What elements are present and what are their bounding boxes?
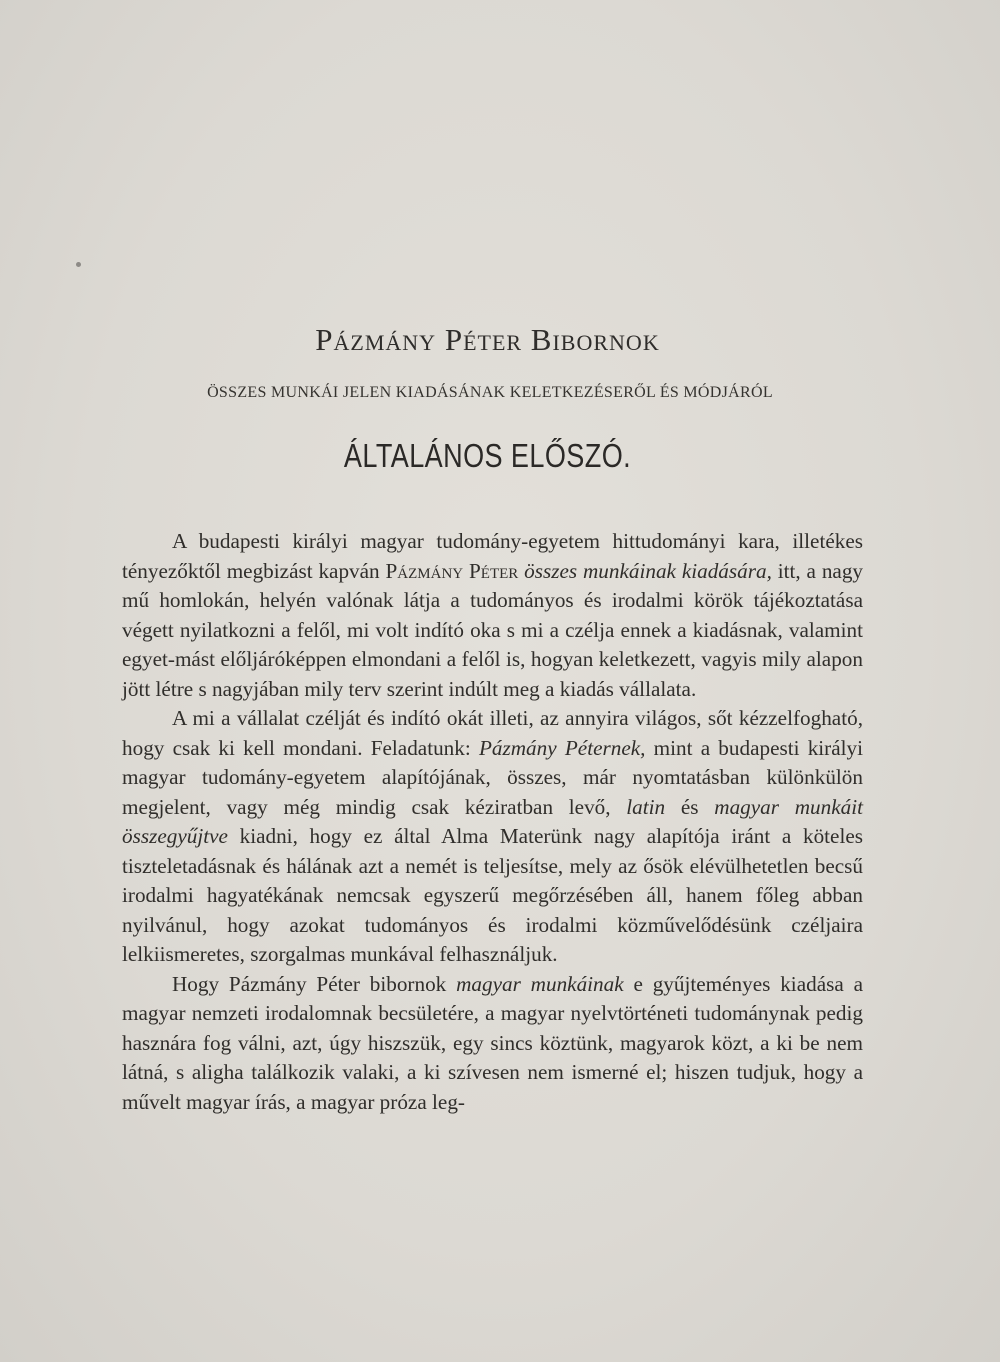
small-caps-run: Pázmány Péter — [385, 558, 519, 583]
text-run: itt, a nagy mű homlokán, helyén valónak látja a tudományos és irodalmi körök tájékoztatása végett nyilatkozni a felől, mi volt indító oka s mi a czélja ennek a kiadásnak, valamint egyet-mást előljáróképpen elmondani a felől is, hogyan keletkezett, vagyis mily alapon jött létre s nagyjában mily terv szerint indúlt meg a kiadás vállalata. — [122, 558, 864, 701]
paragraph-2 — [122, 704, 863, 970]
italic-run: magyar munkáit összegyűjtve — [122, 794, 863, 848]
section-heading: ÁLTALÁNOS ELŐSZÓ. — [343, 437, 632, 474]
paper-speck — [76, 262, 81, 267]
page-title — [0, 322, 975, 358]
page-subtitle: ÖSSZES MUNKÁI JELEN KIADÁSÁNAK KELETKEZÉSERŐL ÉS MÓDJÁRÓL — [207, 384, 773, 401]
italic-run: magyar munkáinak — [456, 971, 624, 996]
text-run: mint a budapesti királyi magyar tudomány-egyetem alapítójának, összes, már nyomtatásban különkülön megjelent, vagy még mindig csak kéziratban levő, — [122, 735, 864, 819]
text-run: A mi a vállalat czélját és indító okát illeti, az annyira világos, sőt kézzelfogható, hogy csak ki kell mondani. Feladatunk: — [122, 706, 863, 760]
text-run: A budapesti királyi magyar tudomány-egyetem hittudományi kara, illetékes tényezőktől megbizást kapván — [122, 529, 863, 583]
paragraph-3 — [122, 970, 863, 1118]
text-run: kiadni, hogy ez által Alma Materünk nagy alapítója iránt a köteles tiszteletadásnak és hálának azt a nemét is teljesítse, mely az ősök elévülhetetlen becsű irodalmi hagyatékának nemcsak egyszerű megőrzésében áll, hanem főleg abban nyilvánul, hogy azokat tudományos és irodalmi közművelődésünk czéljaira lelkiismeretes, szorgalmas munkával felhasználjuk. — [122, 824, 863, 966]
italic-run: összes munkáinak kiadására, — [524, 558, 772, 583]
body-text — [122, 527, 863, 1117]
text-run: e gyűjteményes kiadása a magyar nemzeti irodalomnak becsületére, a magyar nyelvtörténeti tudománynak pedig hasznára fog válni, azt, úgy hiszszük, egy sincs köztünk, magyarok közt, a ki be nem látná, s aligha találkozik valaki, a ki szívesen nem ismerné el; hiszen tudjuk, hogy a művelt magyar írás, a magyar próza leg- — [122, 971, 863, 1114]
italic-run: Pázmány Péternek, — [478, 735, 646, 760]
text-run: Hogy Pázmány Péter bibornok — [172, 971, 457, 996]
title-text: Pázmány Péter Bibornok — [315, 322, 660, 357]
paragraph-1 — [122, 527, 863, 704]
text-run: és — [665, 794, 715, 819]
italic-run: latin — [626, 794, 666, 819]
